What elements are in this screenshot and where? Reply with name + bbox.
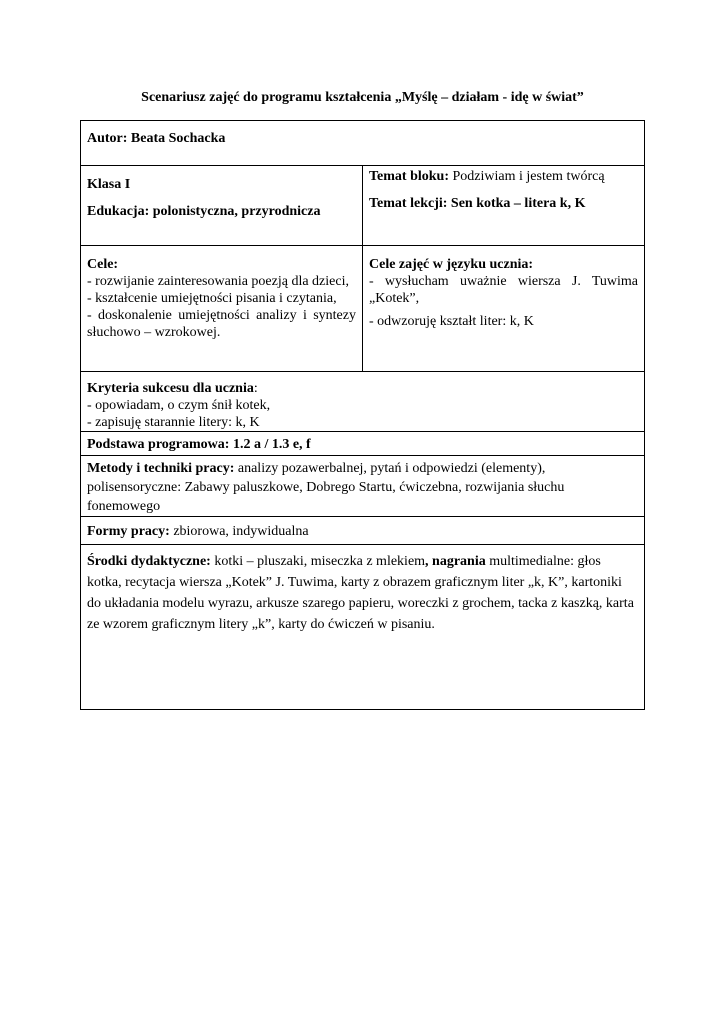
author-label: Autor: Beata Sochacka (87, 131, 226, 146)
forms-label: Formy pracy: (87, 524, 170, 539)
criteria-item: - zapisuję starannie litery: k, K (87, 415, 260, 430)
student-goal-item: - odwzoruję kształt liter: k, K (369, 314, 534, 329)
student-goal-item: - wysłucham uważnie wiersza J. Tuwima „Kotek”, (369, 274, 638, 306)
student-goals-cell (362, 245, 645, 372)
goals-cell (80, 245, 363, 372)
resources-row (80, 544, 645, 710)
criteria-colon: : (253, 381, 258, 396)
criteria-heading (87, 380, 638, 397)
resources-label: Środki dydaktyczne: (87, 554, 211, 569)
methods-text: analizy pozawerbalnej, pytań i odpowiedzi (elementy), polisensoryczne: Zabawy paluszkowe, Dobrego Startu, ćwiczebna, rozwijania słuchu fonemowego (87, 461, 565, 514)
education-label: Edukacja: polonistyczna, przyrodnicza (87, 204, 321, 219)
class-label: Klasa I (87, 177, 131, 192)
goals-label: Cele: (87, 257, 119, 272)
forms-row (80, 516, 645, 545)
resources-comma: , (425, 554, 429, 569)
criteria-label: Kryteria sukcesu dla ucznia (87, 381, 254, 396)
topic-cell (362, 165, 645, 246)
block-topic-label: Temat bloku: (369, 169, 450, 184)
curriculum-base-label: Podstawa programowa: 1.2 a / 1.3 e, f (87, 437, 311, 452)
methods-row (80, 455, 645, 517)
author-row (80, 120, 645, 166)
goal-item: - kształcenie umiejętności pisania i czytania, (87, 291, 337, 306)
block-topic-value: Podziwiam i jestem twórcą (449, 169, 605, 184)
class-cell (80, 165, 363, 246)
goal-item: - doskonalenie umiejętności analizy i syntezy słuchowo – wzrokowej. (87, 308, 356, 340)
forms-text: zbiorowa, indywidualna (169, 524, 309, 539)
resources-text-rest: multimedialne: głos kotka, recytacja wiersza „Kotek” J. Tuwima, karty z obrazem graficznym liter „k, K”, kartoniki do układania modelu wyrazu, arkusze szarego papieru, woreczki z grochem, tacka z kaszką, karta ze wzorem graficznym litery „k”, karty do ćwiczeń w pisaniu. (87, 554, 634, 632)
resources-text: kotki – pluszaki, miseczka z mlekiem (210, 554, 426, 569)
curriculum-base-row (80, 431, 645, 456)
criteria-row (80, 371, 645, 432)
resources-label-recordings: nagrania (428, 554, 486, 569)
lesson-topic: Temat lekcji: Sen kotka – litera k, K (369, 196, 586, 211)
goal-item: - rozwijanie zainteresowania poezją dla dzieci, (87, 274, 349, 289)
methods-label: Metody i techniki pracy: (87, 461, 235, 476)
student-goals-label: Cele zajęć w języku ucznia: (369, 257, 534, 272)
block-topic (369, 168, 638, 185)
document-title: Scenariusz zajęć do programu kształcenia „Myślę – działam - idę w świat” (141, 90, 584, 105)
criteria-item: - opowiadam, o czym śnił kotek, (87, 398, 271, 413)
